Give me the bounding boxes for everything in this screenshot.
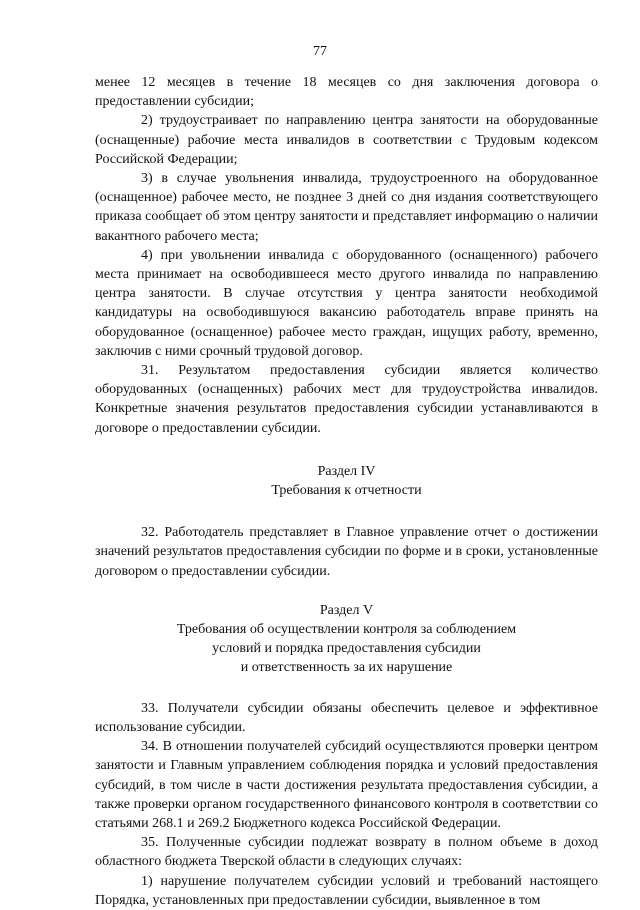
page-number: 77 (313, 44, 327, 59)
paragraphs-top (95, 73, 598, 438)
paragraph: 33. Получатели субсидии обязаны обеспечить целевое и эффективное использование субсидии. (95, 700, 598, 735)
section-4-title: Требования к отчетности (271, 483, 422, 499)
paragraph: 34. В отношении получателей субсидий осуществляются проверки центром занятости и Главным управлением соблюдения порядка и условий предоставления субсидий, в том числе в части достижения результата предоставления субсидии, а также проверки органом государственного финансового контроля в соответствии со статьями 268.1 и 269.2 Бюджетного кодекса Российской Федерации. (95, 739, 598, 831)
paragraph: 4) при увольнении инвалида с оборудованного (оснащенного) рабочего места принимает на освободившееся место другого инвалида по направлению центра занятости. В случае отсутствия у центра занятости необходимой кандидатуры на освободившуюся вакансию работодатель вправе принять на оборудованное (оснащенное) рабочее место граждан, ищущих работу, временно, заключив с ними срочный трудовой договор. (95, 247, 598, 359)
section-5-heading: Раздел V (319, 602, 374, 618)
paragraph: менее 12 месяцев в течение 18 месяцев со дня заключения договора о предоставлении субсидии; (95, 75, 598, 110)
paragraph: 1) нарушение получателем субсидии условий и требований настоящего Порядка, установленных при предоставлении субсидии, выявленное в том (95, 873, 598, 908)
paragraph: 32. Работодатель представляет в Главное управление отчет о достижении значений результатов предоставления субсидии по форме и в сроки, установленные договором о предоставлении субсидии. (95, 525, 598, 579)
paragraph: 2) трудоустраивает по направлению центра занятости на оборудованные (оснащенные) рабочие места инвалидов в соответствии с Трудовым кодексом Российской Федерации; (95, 113, 598, 167)
paragraph: 35. Полученные субсидии подлежат возврату в полном объеме в доход областного бюджета Тверской области в следующих случаях: (95, 835, 598, 870)
paragraphs-section-4 (95, 523, 598, 581)
document-body (95, 73, 598, 910)
section-4-heading: Раздел IV (317, 463, 376, 479)
paragraph: 31. Результатом предоставления субсидии является количество оборудованных (оснащенных) рабочих мест для трудоустройства инвалидов. Конкретные значения результатов предоставления субсидии устанавливаются в договоре о предоставлении субсидии. (95, 363, 598, 436)
section-5-title-line: условий и порядка предоставления субсидии (212, 641, 481, 657)
section-5-title-line: и ответственность за их нарушение (240, 660, 453, 676)
paragraphs-section-5 (95, 699, 598, 910)
section-5-title-line: Требования об осуществлении контроля за соблюдением (176, 622, 517, 638)
paragraph: 3) в случае увольнения инвалида, трудоустроенного на оборудованное (оснащенное) рабочее место, не позднее 3 дней со дня издания соответствующего приказа сообщает об этом центру занятости и представляет информацию о наличии вакантного рабочего места; (95, 171, 598, 244)
